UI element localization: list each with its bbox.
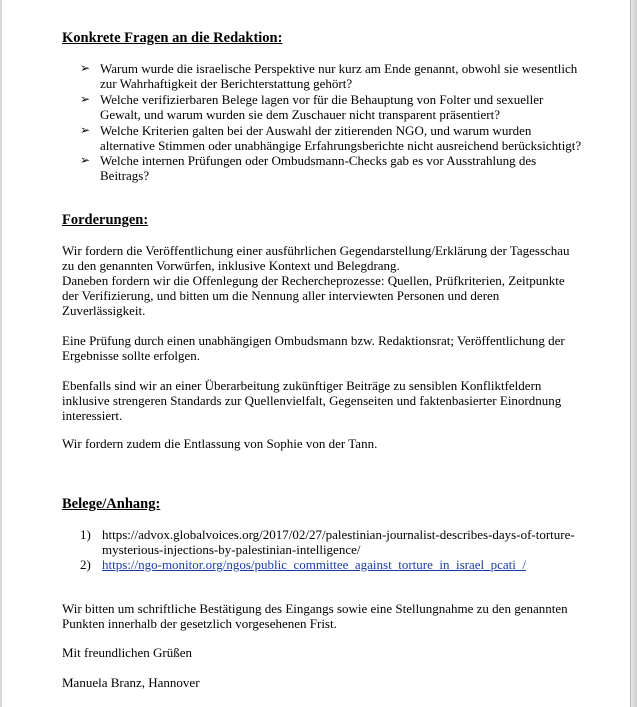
- demands-paragraph-4: Wir fordern zudem die Entlassung von Sophie von der Tann.: [62, 436, 378, 451]
- demands-heading: Forderungen:: [62, 212, 149, 228]
- questions-heading: Konkrete Fragen an die Redaktion:: [62, 30, 283, 46]
- demands-p3-line: interessiert.: [62, 408, 123, 423]
- arrow-bullet-icon: ➢: [80, 153, 91, 167]
- page-right-border: [630, 0, 637, 707]
- question-2-line1: Welche verifizierbaren Belege lagen vor für die Behauptung von Folter und sexueller: [100, 92, 544, 107]
- demands-p1-line: Wir fordern die Veröffentlichung einer ausführlichen Gegendarstellung/Erklärung der Tagesschau: [62, 243, 570, 258]
- demands-p1-line: zu den genannten Vorwürfen, inklusive Kontext und Belegdrang.: [62, 258, 400, 273]
- evidence-number: 1): [80, 527, 91, 542]
- question-4-line2: Beitrags?: [100, 168, 150, 183]
- closing-greeting: Mit freundlichen Grüßen: [62, 645, 192, 660]
- question-4-line1: Welche internen Prüfungen oder Ombudsmann-Checks gab es vor Ausstrahlung des: [100, 153, 537, 168]
- demands-p3-line: Ebenfalls sind wir an einer Überarbeitung zukünftiger Beiträge zu sensiblen Konfliktfeldern: [62, 378, 542, 393]
- arrow-bullet-icon: ➢: [80, 61, 91, 75]
- question-2-line2: Gewalt, und warum wurden sie dem Zuschauer nicht transparent präsentiert?: [100, 107, 500, 122]
- question-3-line1: Welche Kriterien galten bei der Auswahl der zitierenden NGO, und warum wurden: [100, 123, 532, 138]
- arrow-bullet-icon: ➢: [80, 92, 91, 106]
- question-3-line2: alternative Stimmen oder unabhängige Erfahrungsberichte nicht ausreichend berücksichtigt?: [100, 138, 582, 153]
- demands-p1-line: Daneben fordern wir die Offenlegung der Rechercheprozesse: Quellen, Prüfkriterien, Zeitpunkte: [62, 273, 565, 288]
- evidence-2-link[interactable]: https://ngo-monitor.org/ngos/public_committee_against_torture_in_israel_pcati_/: [102, 557, 526, 572]
- demands-p1-line: der Verifizierung, und bitten um die Nennung aller interviewten Personen und deren: [62, 288, 500, 303]
- demands-p3-line: inklusive strengeren Standards zur Quellenvielfalt, Gegenseiten und faktenbasierter Einordnung: [62, 393, 562, 408]
- evidence-1-url-line2: mysterious-injections-by-palestinian-intelligence/: [102, 542, 361, 557]
- evidence-heading: Belege/Anhang:: [62, 496, 161, 512]
- question-1-line2: zur Wahrhaftigkeit der Berichterstattung gehört?: [100, 76, 353, 91]
- demands-p2-line: Ergebnisse sollte erfolgen.: [62, 348, 201, 363]
- demands-p1-line: Zuverlässigkeit.: [62, 303, 146, 318]
- signature: Manuela Branz, Hannover: [62, 675, 200, 690]
- arrow-bullet-icon: ➢: [80, 123, 91, 137]
- evidence-1-url-line1: https://advox.globalvoices.org/2017/02/27/palestinian-journalist-describes-days-of-torture-: [102, 527, 575, 542]
- closing-request-line1: Wir bitten um schriftliche Bestätigung des Eingangs sowie eine Stellungnahme zu den genannten: [62, 601, 568, 616]
- question-1-line1: Warum wurde die israelische Perspektive nur kurz am Ende genannt, obwohl sie wesentlich: [100, 61, 578, 76]
- evidence-number: 2): [80, 557, 91, 572]
- demands-p2-line: Eine Prüfung durch einen unabhängigen Ombudsmann bzw. Redaktionsrat; Veröffentlichung der: [62, 333, 565, 348]
- closing-request-line2: Punkten innerhalb der gesetzlich vorgesehenen Frist.: [62, 616, 337, 631]
